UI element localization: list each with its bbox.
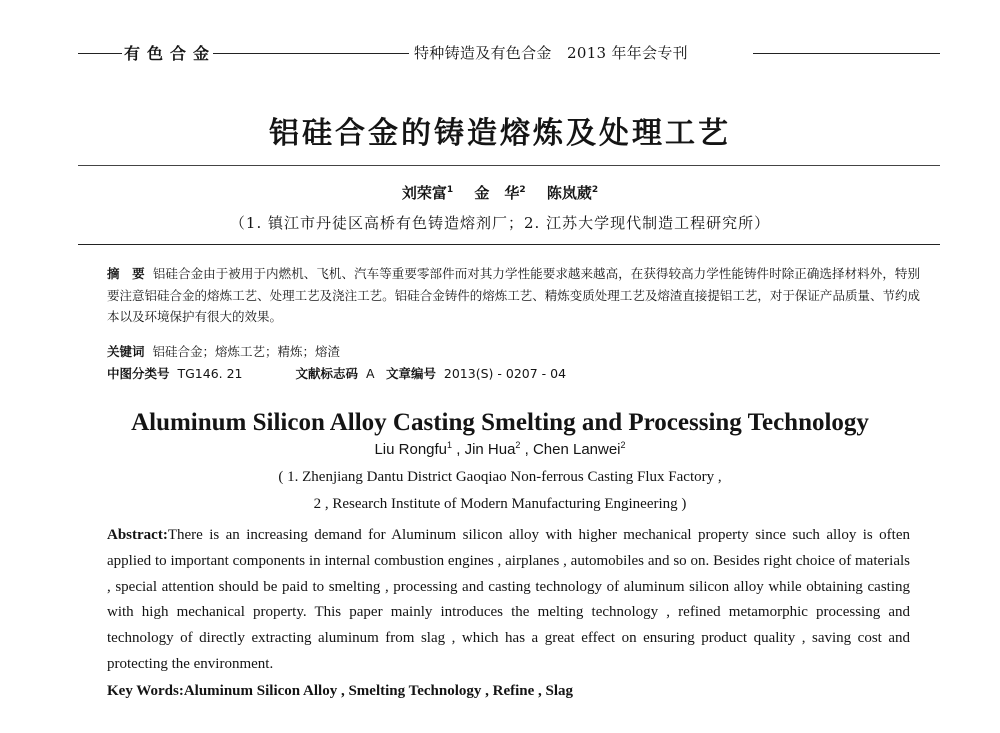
author-cn: 陈岚葳: [546, 184, 592, 202]
header-rule-right: [753, 53, 940, 54]
author-en: Jin Hua: [464, 441, 516, 458]
english-affiliation-line-2: 2 , Research Institute of Modern Manufacturing Engineering ): [313, 496, 687, 512]
chinese-abstract-label: 摘 要: [107, 266, 145, 281]
english-abstract: Abstract:There is an increasing demand for Aluminum silicon alloy with higher mechanical property since such alloy is often applied to important components in internal combustion engines , airplanes , automobiles and so on. Besides right choice of materials , special attention should be paid to smelting , processing and casting technology of aluminum silicon alloy while obtaining casting with high mechanical property. This paper mainly introduces the melting technology , refined metamorphic processing and technology of directly extracting aluminum from slag , which has a great effect on ensuring product quality , saving cost and protecting the environment.: [107, 527, 910, 672]
clc-value: TG146. 21: [177, 366, 243, 381]
author-en: Liu Rongfu: [374, 441, 448, 458]
author-en-affil-mark: 2: [515, 440, 521, 450]
chinese-title: 铝硅合金的铸造熔炼及处理工艺: [269, 116, 731, 151]
author-cn-affil-mark: 1: [446, 185, 454, 195]
classification-line: [107, 364, 920, 382]
author-separator: ,: [520, 441, 533, 458]
doc-code-label: 文献标志码: [295, 366, 358, 381]
english-affiliation-line-1: ( 1. Zhenjiang Dantu District Gaoqiao Non-ferrous Casting Flux Factory ,: [278, 469, 722, 485]
header-rule-left: [78, 53, 122, 54]
author-cn: 刘荣富: [401, 184, 447, 202]
clc-label: 中图分类号: [107, 366, 170, 381]
english-title: Aluminum Silicon Alloy Casting Smelting and Processing Technology: [131, 409, 869, 436]
article-no-value: 2013(S) - 0207 - 04: [443, 366, 567, 381]
author-separator: ,: [452, 441, 465, 458]
author-cn: 金 华: [474, 184, 520, 202]
english-abstract-text: There is an increasing demand for Aluminum silicon alloy with higher mechanical property since such alloy is often applied to important components in internal combustion engines , airplanes , automobiles and so on. Besides right choice of materials , special attention should be paid to smelting , processing and casting technology of aluminum silicon alloy while obtaining casting with high mechanical property. This paper mainly introduces the melting technology , refined metamorphic processing and technology of directly extracting aluminum from slag , which has a great effect on ensuring product quality , saving cost and protecting the environment.: [107, 527, 910, 672]
english-abstract-label: Abstract: [107, 527, 163, 543]
chinese-keywords: [107, 342, 920, 360]
author-en-affil-mark: 2: [620, 440, 626, 450]
english-keywords-text: Aluminum Silicon Alloy , Smelting Technology , Refine , Slag: [183, 683, 574, 699]
author-en: Chen Lanwei: [532, 441, 621, 458]
author-cn-affil-mark: 2: [591, 185, 599, 195]
english-keywords: Key Words:Aluminum Silicon Alloy , Smelting Technology , Refine , Slag: [107, 683, 574, 699]
author-en-affil-mark: 1: [447, 440, 453, 450]
chinese-keywords-text: 铝硅合金；熔炼工艺；精炼；熔渣: [152, 344, 340, 359]
chinese-abstract-text: 铝硅合金由于被用于内燃机、飞机、汽车等重要零部件而对其力学性能要求越来越高，在获得较高力学性能铸件时除正确选择材料外，特别要注意铝硅合金的熔炼工艺、处理工艺及浇注工艺。铝硅合金铸件的熔炼工艺、精炼变质处理工艺及熔渣直接提铝工艺，对于保证产品质量、节约成本以及环境保护有很大的效果。: [107, 266, 920, 324]
title-divider: [78, 165, 940, 166]
english-authors: [0, 441, 1000, 458]
header-block-divider: [78, 244, 940, 245]
running-header: [78, 40, 940, 66]
journal-name: 有色合金: [124, 44, 217, 63]
header-rule-middle: [213, 53, 409, 54]
author-cn-affil-mark: 2: [519, 185, 526, 195]
chinese-keywords-label: 关键词: [107, 344, 145, 359]
issue-label: 特种铸造及有色合金 2013 年年会专刊: [414, 44, 688, 62]
chinese-authors: [0, 182, 1000, 203]
doc-code-value: A: [365, 366, 375, 381]
english-keywords-label: Key Words: [107, 683, 179, 699]
article-no-label: 文章编号: [385, 366, 436, 381]
chinese-abstract: [107, 263, 920, 328]
chinese-affiliation: （1. 镇江市丹徒区高桥有色铸造熔剂厂；2. 江苏大学现代制造工程研究所）: [229, 214, 771, 232]
